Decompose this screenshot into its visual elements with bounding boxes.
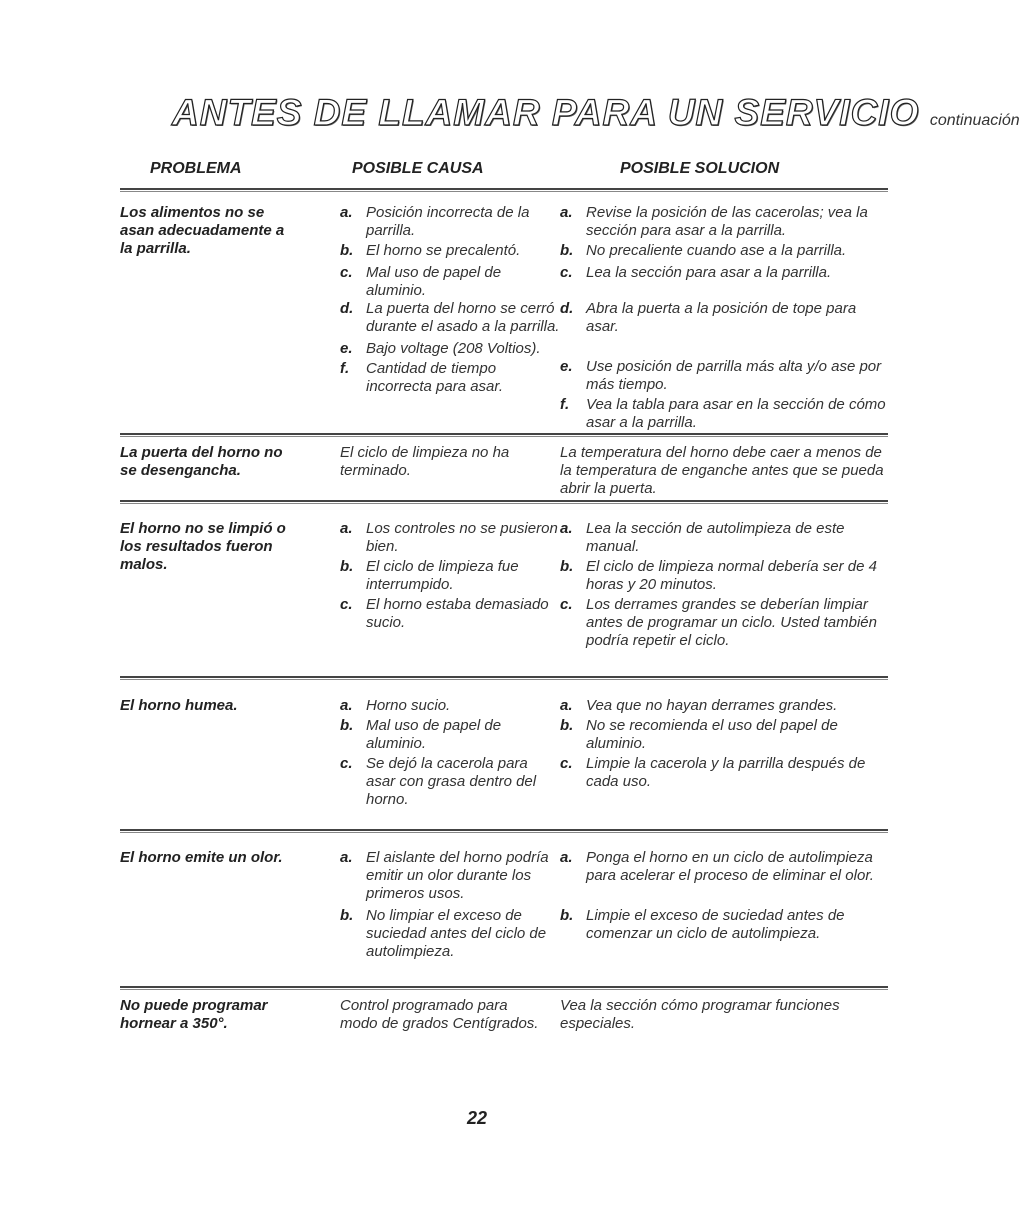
list-item: b. No precaliente cuando ase a la parrilla.	[560, 242, 847, 259]
problem-text: Los alimentos no se asan adecuadamente a la parrilla.	[120, 204, 285, 257]
cause-list	[340, 849, 560, 961]
problem-text: El horno emite un olor.	[120, 849, 283, 866]
list-item: a. El aislante del horno podría emitir un olor durante los primeros usos.	[340, 849, 549, 902]
list-item: a. Horno sucio.	[340, 697, 451, 714]
list-item: b. El ciclo de limpieza fue interrumpido.	[340, 558, 519, 593]
solution-text: Vea la sección cómo programar funciones especiales.	[560, 997, 840, 1032]
solution-list	[560, 520, 888, 650]
divider	[120, 986, 888, 990]
problem-text: El horno humea.	[120, 697, 238, 714]
list-item: f. Vea la tabla para asar en la sección de cómo asar a la parrilla.	[560, 396, 886, 431]
page-title-suffix: continuación	[929, 112, 1020, 129]
list-item: a. Vea que no hayan derrames grandes.	[560, 697, 838, 714]
divider	[120, 676, 888, 680]
list-item: c. Mal uso de papel de aluminio.	[340, 264, 502, 299]
list-item: b. No limpiar el exceso de suciedad antes del ciclo de autolimpieza.	[340, 907, 547, 960]
cause-list	[340, 204, 560, 396]
list-item: b. El ciclo de limpieza normal debería ser de 4 horas y 20 minutos.	[560, 558, 877, 593]
header-solution: POSIBLE SOLUCION	[620, 160, 780, 177]
divider	[120, 433, 888, 437]
divider	[120, 829, 888, 833]
divider	[120, 500, 888, 504]
list-item: c. Lea la sección para asar a la parrilla.	[560, 264, 832, 281]
solution-text: La temperatura del horno debe caer a menos de la temperatura de enganche antes que se pueda abrir la puerta.	[560, 444, 884, 497]
problem-text: No puede programar hornear a 350°.	[120, 997, 268, 1032]
page-title	[172, 92, 1020, 134]
list-item: b. Mal uso de papel de aluminio.	[340, 717, 502, 752]
cause-list	[340, 697, 560, 809]
list-item: b. El horno se precalentó.	[340, 242, 521, 259]
solution-list	[560, 697, 888, 791]
list-item: c. Limpie la cacerola y la parrilla después de cada uso.	[560, 755, 866, 790]
header-cause: POSIBLE CAUSA	[352, 160, 484, 177]
divider	[120, 188, 888, 192]
header-problem: PROBLEMA	[150, 160, 242, 177]
page-number: 22	[466, 1108, 488, 1128]
cause-text: El ciclo de limpieza no ha terminado.	[340, 444, 510, 479]
list-item: f. Cantidad de tiempo incorrecta para asar.	[340, 360, 504, 395]
list-item: a. Los controles no se pusieron bien.	[340, 520, 558, 555]
list-item: a. Posición incorrecta de la parrilla.	[340, 204, 530, 239]
list-item: a. Lea la sección de autolimpieza de este manual.	[560, 520, 845, 555]
problem-text: El horno no se limpió o los resultados fueron malos.	[120, 520, 286, 573]
list-item: d. Abra la puerta a la posición de tope para asar.	[560, 300, 857, 335]
list-item: c. El horno estaba demasiado sucio.	[340, 596, 549, 631]
problem-text: La puerta del horno no se desengancha.	[120, 444, 283, 479]
list-item: d. La puerta del horno se cerró durante el asado a la parrilla.	[340, 300, 560, 335]
solution-list	[560, 849, 888, 943]
list-item: a. Revise la posición de las cacerolas; vea la sección para asar a la parrilla.	[560, 204, 868, 239]
list-item: c. Se dejó la cacerola para asar con grasa dentro del horno.	[340, 755, 537, 808]
list-item: c. Los derrames grandes se deberían limpiar antes de programar un ciclo. Usted también podría repetir el ciclo.	[560, 596, 877, 649]
list-item: b. No se recomienda el uso del papel de aluminio.	[560, 717, 838, 752]
list-item: e. Bajo voltage (208 Voltios).	[340, 340, 541, 357]
cause-list	[340, 520, 560, 632]
list-item: b. Limpie el exceso de suciedad antes de comenzar un ciclo de autolimpieza.	[560, 907, 845, 942]
cause-text: Control programado para modo de grados Centígrados.	[340, 997, 539, 1032]
list-item: e. Use posición de parrilla más alta y/o ase por más tiempo.	[560, 358, 882, 393]
page-title-main: ANTES DE LLAMAR PARA UN SERVICIO	[172, 92, 920, 133]
solution-list	[560, 204, 888, 432]
list-item: a. Ponga el horno en un ciclo de autolimpieza para acelerar el proceso de eliminar el olor.	[560, 849, 874, 884]
